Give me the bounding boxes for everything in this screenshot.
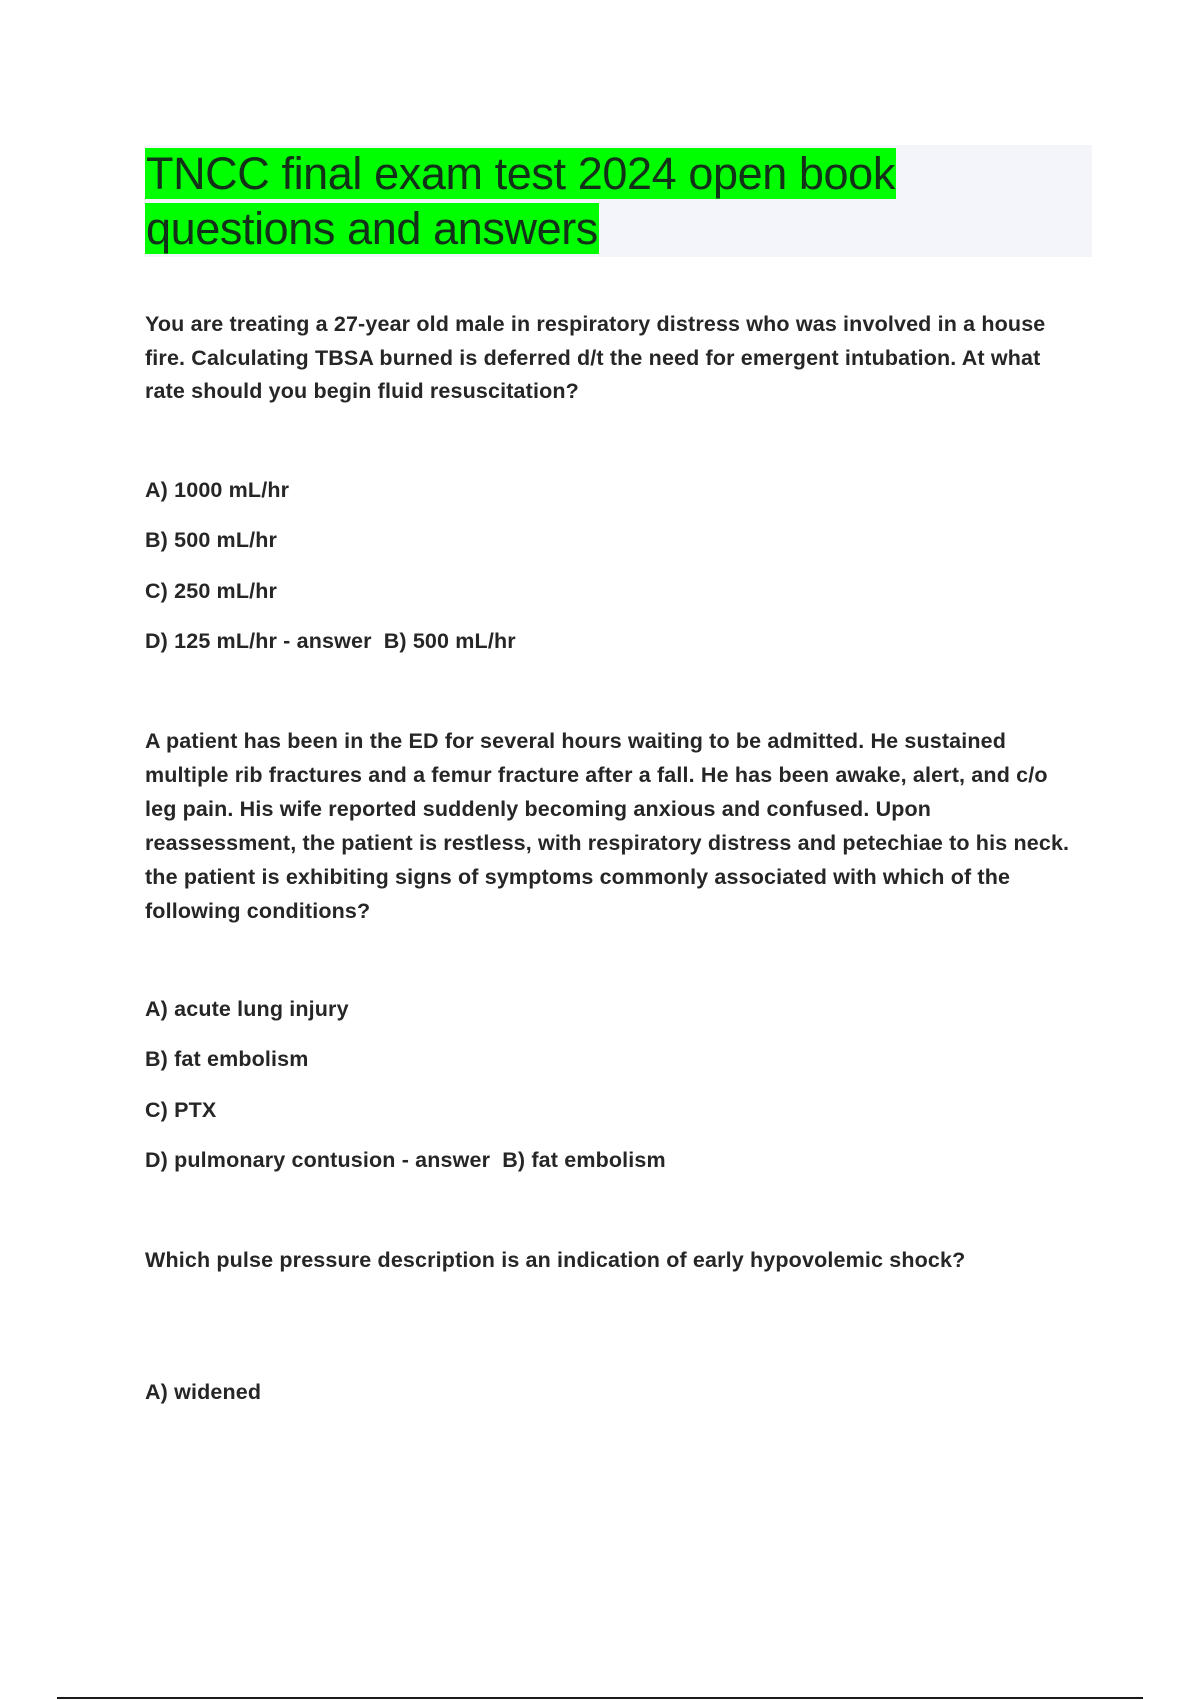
question-1-text: You are treating a 27-year old male in respiratory distress who was involved in a house fire. Calculating TBSA burned is deferred d/t the need for emergent intubation. At what rate should you begin fluid resuscitation?	[145, 312, 1046, 403]
question-1-option-a: A) 1000 mL/hr	[145, 478, 290, 502]
question-1-option-d: D) 125 mL/hr	[145, 629, 278, 653]
question-1-answer: B) 500 mL/hr	[383, 629, 516, 653]
question-2-option-a: A) acute lung injury	[145, 997, 349, 1021]
question-2-text: A patient has been in the ED for several hours waiting to be admitted. He sustained multiple rib fractures and a femur fracture after a fall. He has been awake, alert, and c/o leg pain. His wife reported suddenly becoming anxious and confused. Upon reassessment, the patient is restless, with respiratory distress and petechiae to his neck. the patient is exhibiting signs of symptoms commonly associated with which of the following conditions?	[145, 729, 1070, 923]
question-2-answer: B) fat embolism	[502, 1148, 666, 1172]
question-2-option-d-with-answer	[145, 1146, 666, 1174]
question-1-option-d-with-answer	[145, 627, 516, 655]
document-title	[145, 146, 1045, 256]
question-1-option-c: C) 250 mL/hr	[145, 579, 278, 603]
question-1-option-b: B) 500 mL/hr	[145, 528, 278, 552]
title-highlight: TNCC final exam test 2024 open book questions and answers	[146, 148, 895, 254]
question-1-answer-marker: - answer	[283, 629, 372, 653]
question-2-option-d: D) pulmonary contusion	[145, 1148, 396, 1172]
question-2-answer-marker: - answer	[401, 1148, 491, 1172]
question-3-option-a: A) widened	[145, 1380, 262, 1404]
question-2-option-c: C) PTX	[145, 1098, 217, 1122]
question-2-option-b: B) fat embolism	[145, 1047, 309, 1071]
footer-rule	[57, 1697, 1143, 1699]
question-3-text: Which pulse pressure description is an indication of early hypovolemic shock?	[145, 1248, 966, 1272]
